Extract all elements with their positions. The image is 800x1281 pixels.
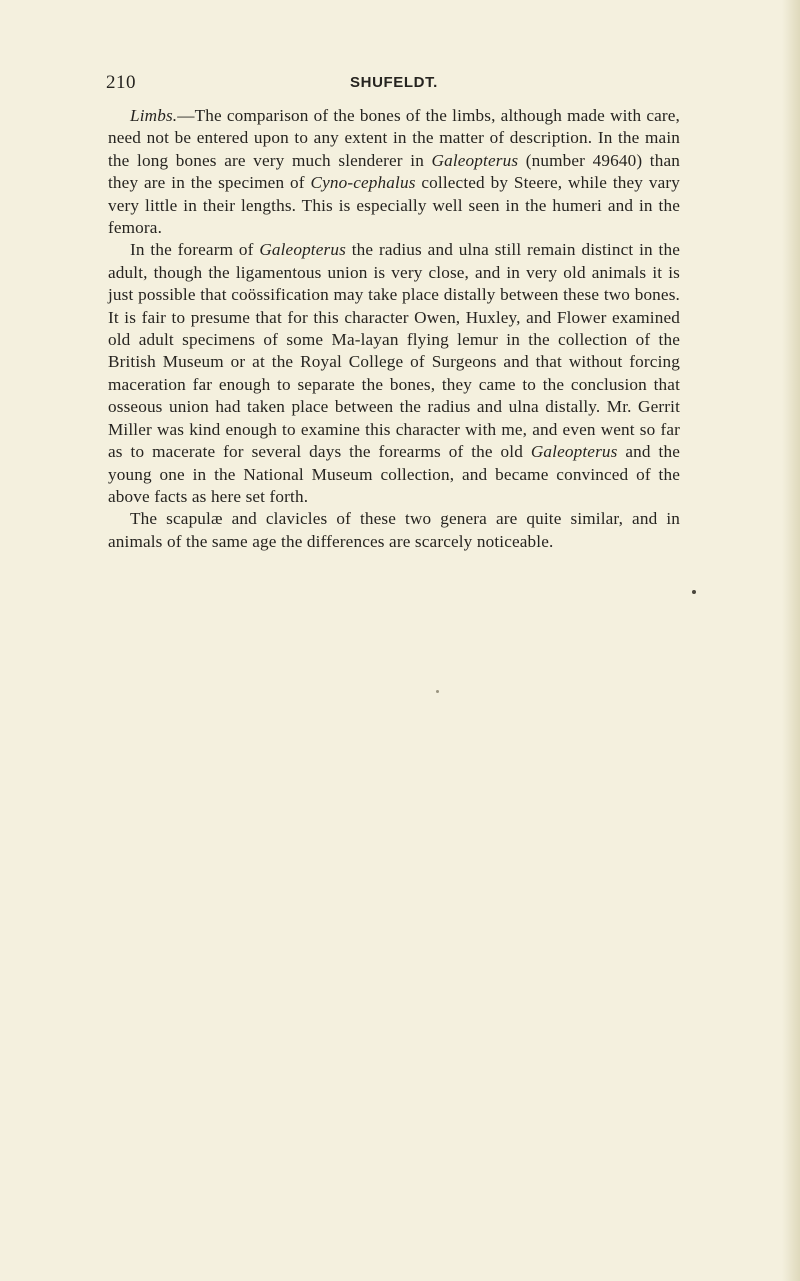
italic-run: Cyno-cephalus (310, 173, 416, 193)
text-run: The scapulæ and clavicles of these two genera are quite similar, and in animals of the same age the differences are scarcely noticeable. (108, 509, 680, 551)
page-edge-shadow (782, 0, 800, 1281)
text-run: —The comparison of the bones of the limbs, although made with care, need not be entered upon to any extent in the matter of description. In the main the long bones are very much slenderer in (108, 106, 680, 170)
body-text (108, 105, 680, 553)
text-run: the radius and ulna still remain distinct in the adult, though the ligamentous union is very close, and in very old animals it is just possible that coössification may take place distally between these two bones. It is fair to presume that for this character Owen, Huxley, and Flower examined old adult specimens of some Ma-layan flying lemur in the collection of the British Museum or at the Royal College of Surgeons and that without forcing maceration far enough to separate the bones, they came to the conclusion that osseous union had taken place between the radius and ulna distally. Mr. Gerrit Miller was kind enough to examine this character with me, and even went so far as to macerate for several days the forearms of the old (108, 240, 680, 462)
italic-run: Galeopterus (431, 150, 519, 170)
ink-speck (692, 590, 696, 594)
text-run: collected by Steere, while they vary very little in their lengths. This is especially well seen in the humeri and in the femora. (108, 173, 680, 238)
text-run: In the forearm of (130, 240, 260, 260)
paragraph (108, 508, 680, 553)
italic-run: Galeopterus (259, 240, 346, 260)
paragraph (108, 105, 680, 239)
running-title: SHUFELDT. (350, 74, 438, 91)
text-run: and the young one in the National Museum collection, and became convinced of the above facts as here set forth. (108, 442, 681, 506)
running-head (106, 72, 682, 98)
italic-run: Limbs. (130, 106, 178, 125)
ink-speck (436, 690, 439, 693)
page-number: 210 (106, 72, 136, 93)
italic-run: Galeopterus (530, 442, 618, 462)
text-run: (number 49640) than they are in the specimen of (108, 150, 681, 193)
paragraph (108, 239, 680, 508)
